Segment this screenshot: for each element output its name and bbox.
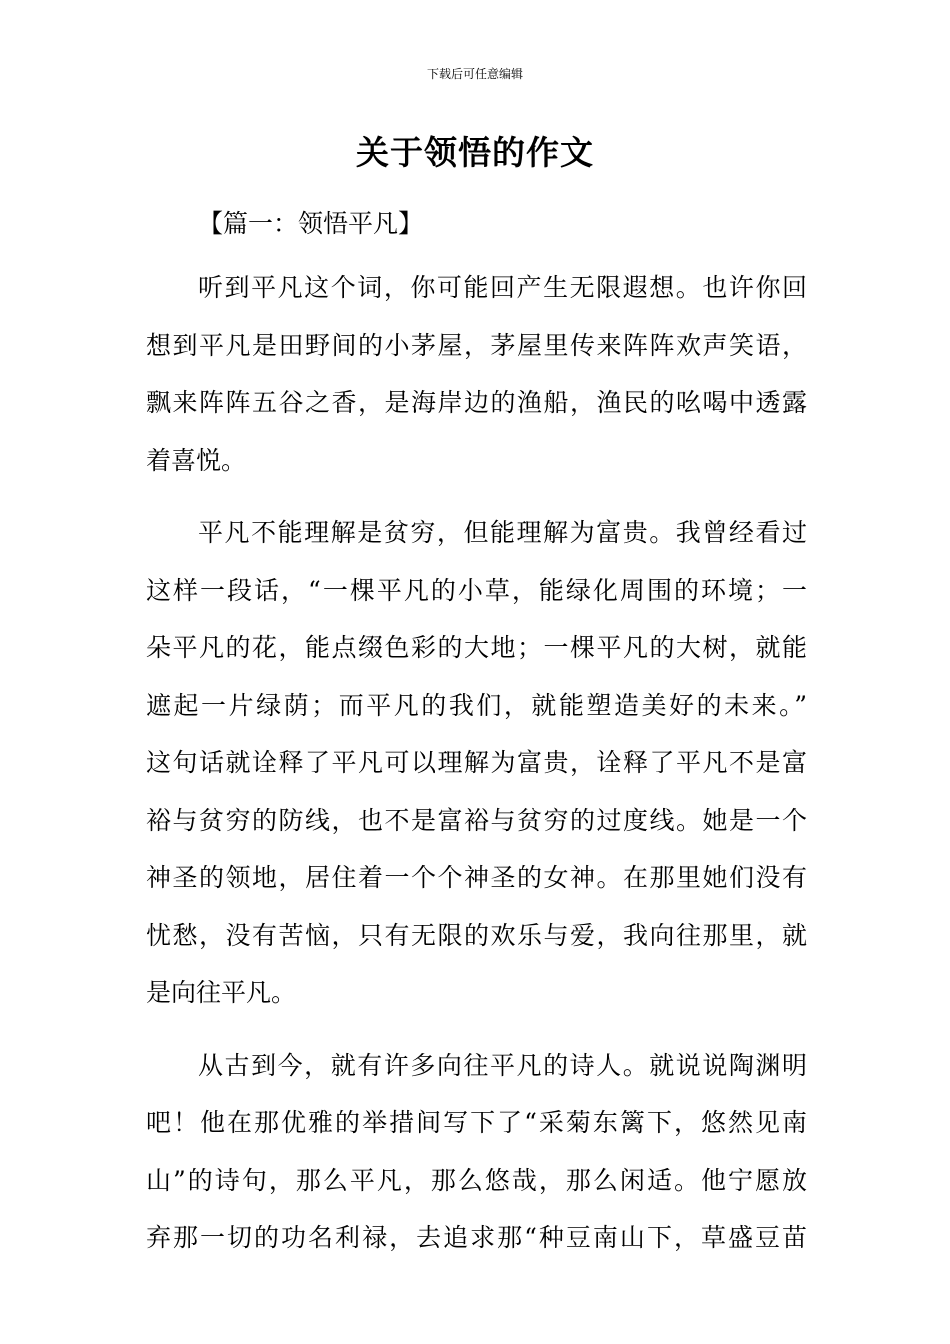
text-line: 朵平凡的花，能点缀色彩的大地；一棵平凡的大树，就能 — [146, 633, 807, 662]
text-line: 想到平凡是田野间的小茅屋，茅屋里传来阵阵欢声笑语， — [146, 330, 807, 360]
text-line: 从古到今，就有许多向往平凡的诗人。就说说陶渊明 — [198, 1050, 807, 1080]
header-note: 下载后可任意编辑 — [426, 67, 523, 81]
text-line: 遮起一片绿荫；而平凡的我们，就能塑造美好的未来。” — [146, 690, 807, 720]
paragraph-3 — [146, 1037, 807, 1267]
document-title: 关于领悟的作文 — [356, 133, 594, 172]
text-line: 裕与贫穷的防线，也不是富裕与贫穷的过度线。她是一个 — [146, 805, 807, 835]
paragraph-2 — [146, 504, 807, 1022]
document-body — [146, 203, 807, 1267]
text-line: 弃那一切的功名利禄，去追求那“种豆南山下，草盛豆苗 — [146, 1223, 807, 1252]
text-line: 吧！他在那优雅的举措间写下了“采菊东篱下，悠然见南 — [146, 1108, 807, 1137]
text-line: 听到平凡这个词，你可能回产生无限遐想。也许你回 — [198, 273, 807, 302]
text-line: 山”的诗句，那么平凡，那么悠哉，那么闲适。他宁愿放 — [146, 1165, 807, 1195]
text-line: 平凡不能理解是贫穷，但能理解为富贵。我曾经看过 — [198, 518, 807, 547]
text-line: 是向往平凡。 — [146, 978, 297, 1007]
text-line: 忧愁，没有苦恼，只有无限的欢乐与爱，我向往那里，就 — [146, 920, 807, 950]
text-line: 着喜悦。 — [146, 445, 247, 475]
text-line: 这样一段话，“一棵平凡的小草，能绿化周围的环境；一 — [146, 575, 807, 605]
text-line: 神圣的领地，居住着一个个神圣的女神。在那里她们没有 — [146, 863, 807, 892]
paragraph-1 — [146, 259, 807, 489]
section-heading: 【篇一：领悟平凡】 — [198, 209, 424, 238]
text-line: 这句话就诠释了平凡可以理解为富贵，诠释了平凡不是富 — [146, 748, 807, 777]
text-line: 飘来阵阵五谷之香，是海岸边的渔船，渔民的吆喝中透露 — [146, 388, 807, 417]
